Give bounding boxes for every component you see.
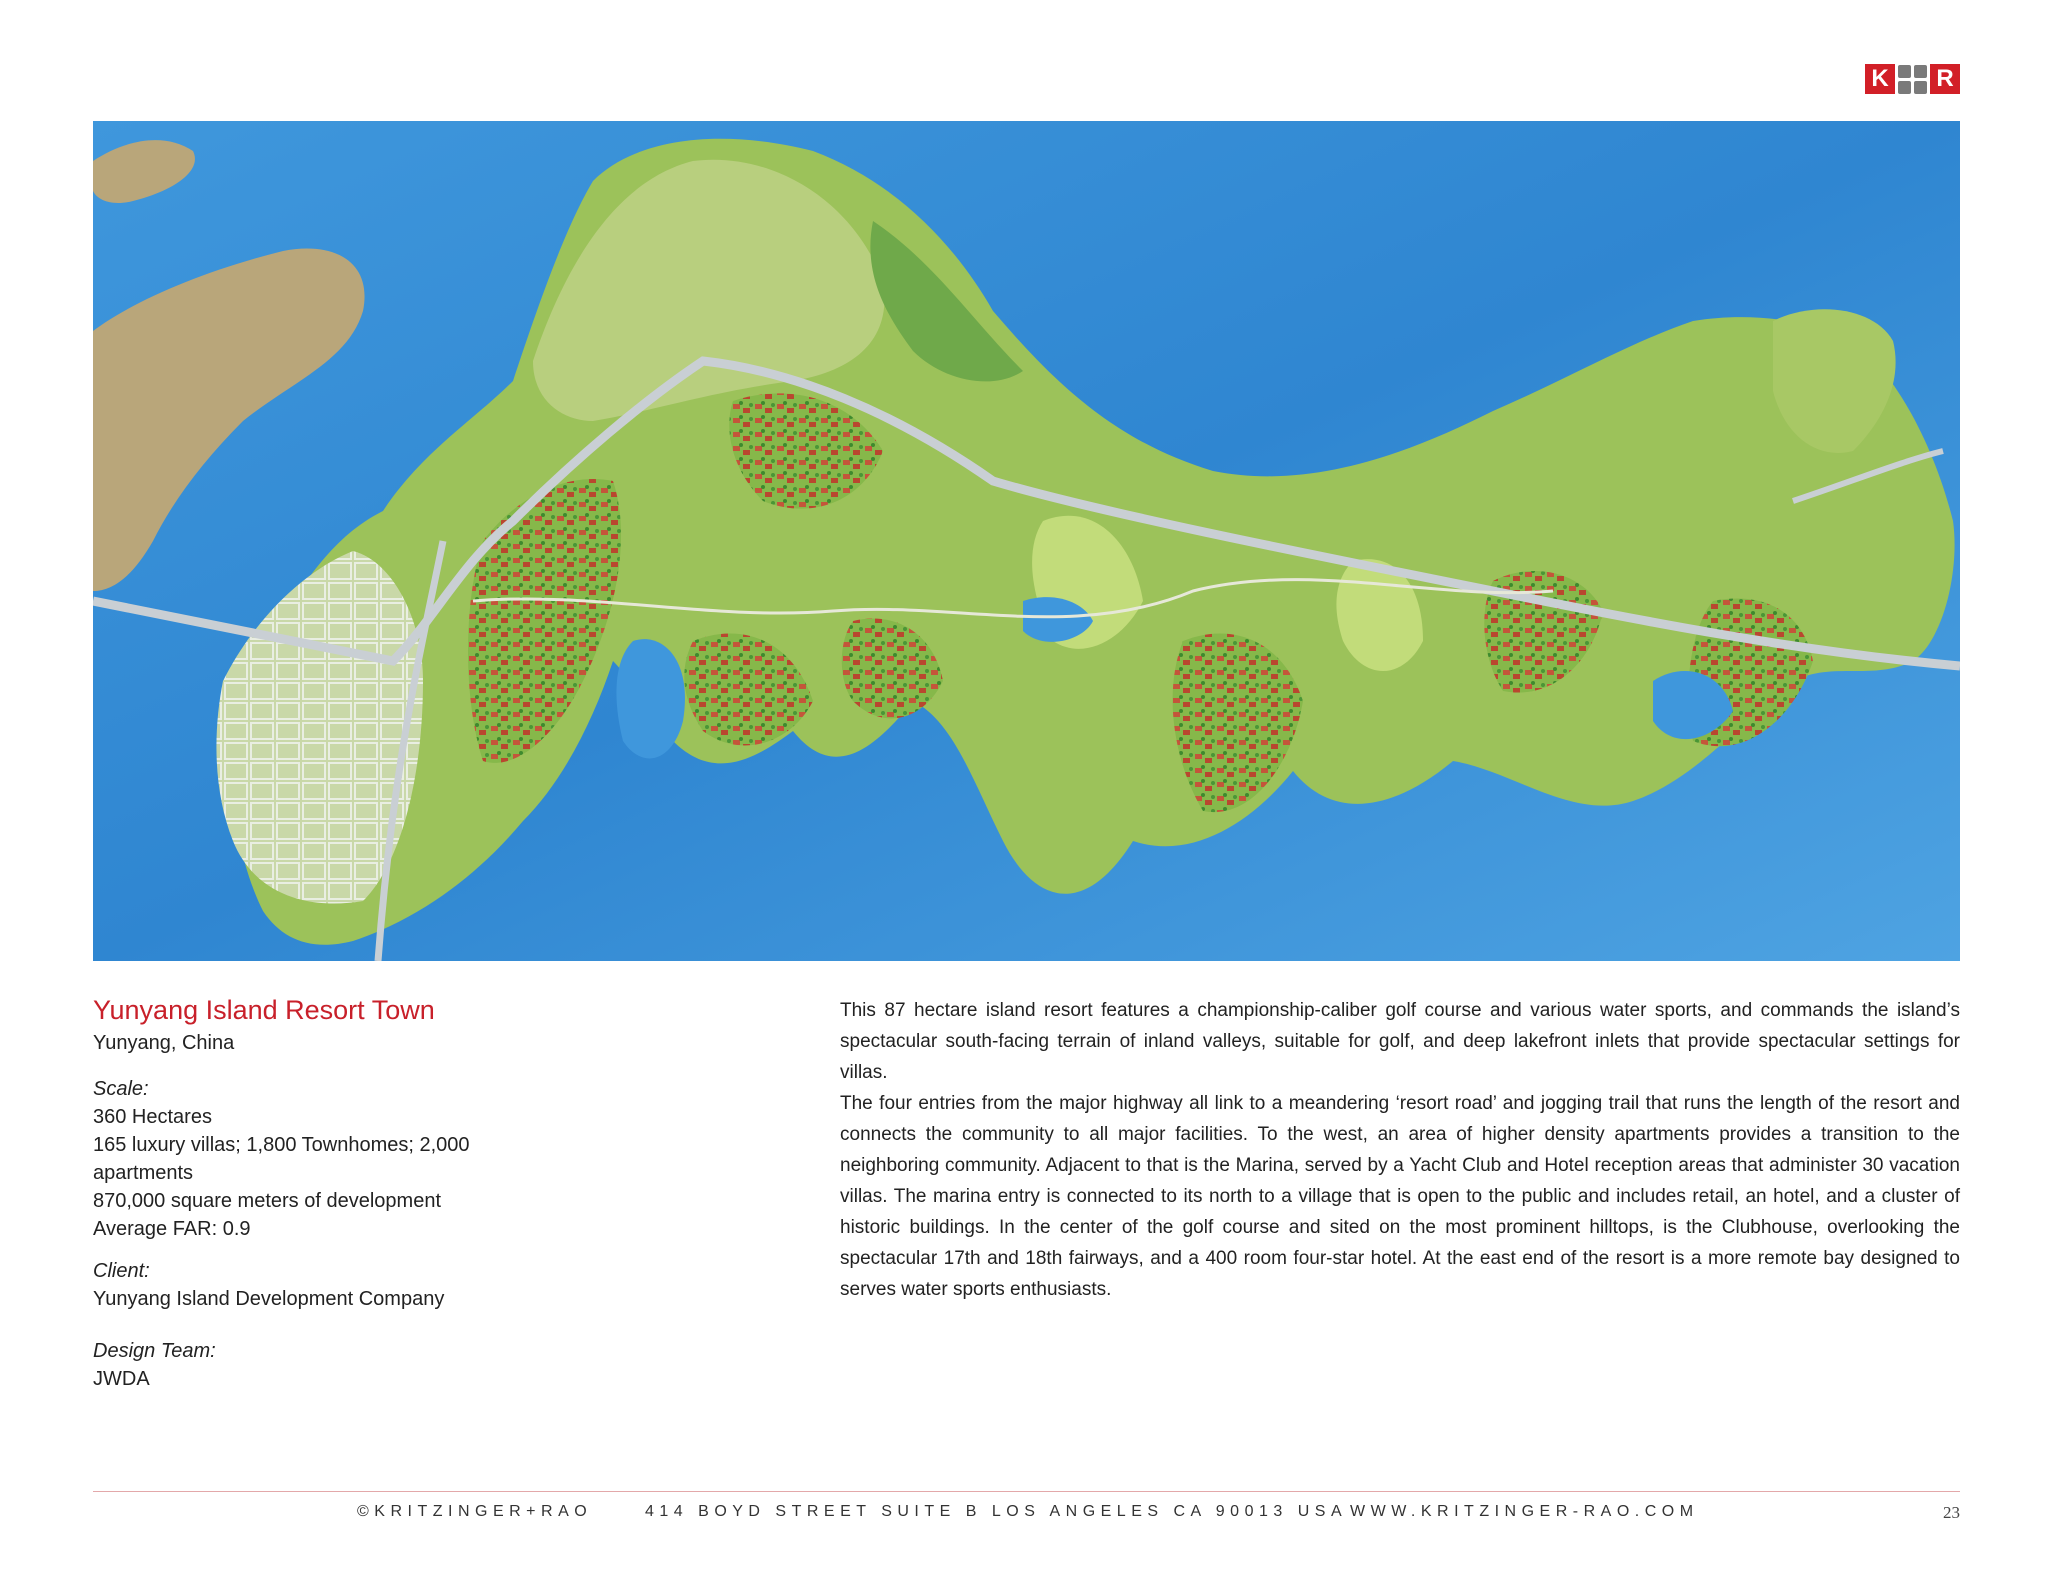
project-location: Yunyang, China bbox=[93, 1032, 235, 1054]
master-plan-image bbox=[93, 121, 1960, 961]
project-description bbox=[840, 995, 1960, 1305]
scale-line: Average FAR: 0.9 bbox=[93, 1218, 251, 1240]
logo-letter-r: R bbox=[1930, 64, 1960, 94]
design-team-section bbox=[93, 1337, 533, 1393]
scale-line: 360 Hectares bbox=[93, 1106, 212, 1128]
design-team-value: JWDA bbox=[93, 1368, 150, 1390]
scale-section bbox=[93, 1075, 533, 1243]
client-value: Yunyang Island Development Company bbox=[93, 1288, 445, 1310]
scale-line: 870,000 square meters of development bbox=[93, 1190, 441, 1212]
kritzinger-rao-logo bbox=[1865, 64, 1960, 94]
master-plan-illustration bbox=[93, 121, 1960, 961]
footer-divider bbox=[93, 1491, 1960, 1492]
project-title: Yunyang Island Resort Town bbox=[93, 995, 435, 1025]
footer-address: 414 BOYD STREET SUITE B LOS ANGELES CA 90013 USA bbox=[645, 1503, 1348, 1520]
client-label: Client: bbox=[93, 1260, 150, 1282]
description-paragraph: The four entries from the major highway all link to a meandering ‘resort road’ and jogging trail that runs the length of the resort and connects the community to all major facilities. To the west, an area of higher density apartments provides a transition to the neighboring community. Adjacent to that is the Marina, served by a Yacht Club and Hotel reception areas that administer 30 vacation villas. The marina entry is connected to its north to a village that is open to the public and includes retail, an hotel, and a cluster of historic buildings. In the center of the golf course and sited on the most prominent hilltops, is the Clubhouse, overlooking the spectacular 17th and 18th fairways, and a 400 room four-star hotel. At the east end of the resort is a more remote bay designed to serves water sports enthusiasts. bbox=[840, 1093, 1960, 1300]
page-number: 23 bbox=[1943, 1503, 1960, 1522]
project-info bbox=[93, 993, 533, 1407]
design-team-label: Design Team: bbox=[93, 1340, 216, 1362]
client-section bbox=[93, 1257, 533, 1313]
footer-website: WWW.KRITZINGER-RAO.COM bbox=[1350, 1503, 1699, 1520]
logo-dots-icon bbox=[1898, 65, 1927, 94]
scale-line: 165 luxury villas; 1,800 Townhomes; 2,000 apartments bbox=[93, 1134, 470, 1184]
logo-letter-k: K bbox=[1865, 64, 1895, 94]
footer-copyright: ©KRITZINGER+RAO bbox=[357, 1503, 593, 1520]
scale-label: Scale: bbox=[93, 1078, 149, 1100]
description-paragraph: This 87 hectare island resort features a championship-caliber golf course and various water sports, and commands the island’s spectacular south-facing terrain of inland valleys, suitable for golf, and deep lakefront inlets that provide spectacular settings for villas. bbox=[840, 1000, 1960, 1083]
